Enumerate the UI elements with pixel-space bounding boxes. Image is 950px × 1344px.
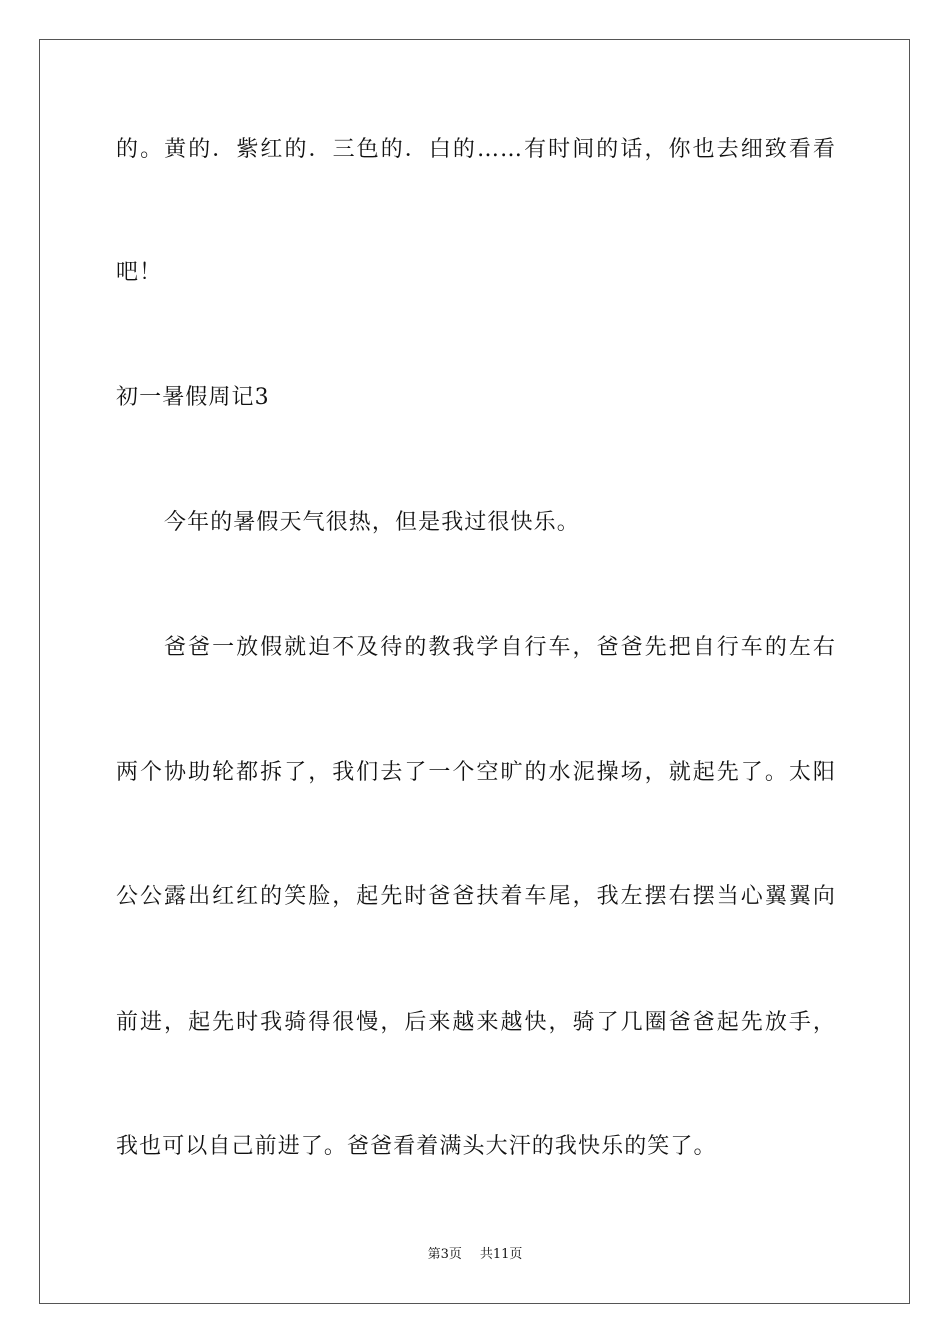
section-heading: 初一暑假周记3	[116, 385, 270, 410]
paragraph-line-7: 前进，起先时我骑得很慢，后来越来越快，骑了几圈爸爸起先放手，	[116, 1010, 836, 1035]
paragraph-line-1: 的。黄的．紫红的．三色的．白的……有时间的话，你也去细致看看	[116, 137, 836, 162]
page-number: 第3页	[427, 1247, 462, 1262]
paragraph-line-4: 爸爸一放假就迫不及待的教我学自行车，爸爸先把自行车的左右	[164, 635, 836, 660]
paragraph-line-2: 吧！	[116, 260, 163, 285]
total-pages: 共11页	[479, 1247, 523, 1262]
paragraph-line-8: 我也可以自己前进了。爸爸看着满头大汗的我快乐的笑了。	[116, 1134, 717, 1159]
paragraph-line-6: 公公露出红红的笑脸，起先时爸爸扶着车尾，我左摆右摆当心翼翼向	[116, 884, 836, 909]
page-footer	[0, 1245, 950, 1265]
paragraph-line-3: 今年的暑假天气很热，但是我过很快乐。	[164, 510, 580, 535]
paragraph-line-5: 两个协助轮都拆了，我们去了一个空旷的水泥操场，就起先了。太阳	[116, 760, 836, 785]
page-border	[39, 39, 910, 1304]
